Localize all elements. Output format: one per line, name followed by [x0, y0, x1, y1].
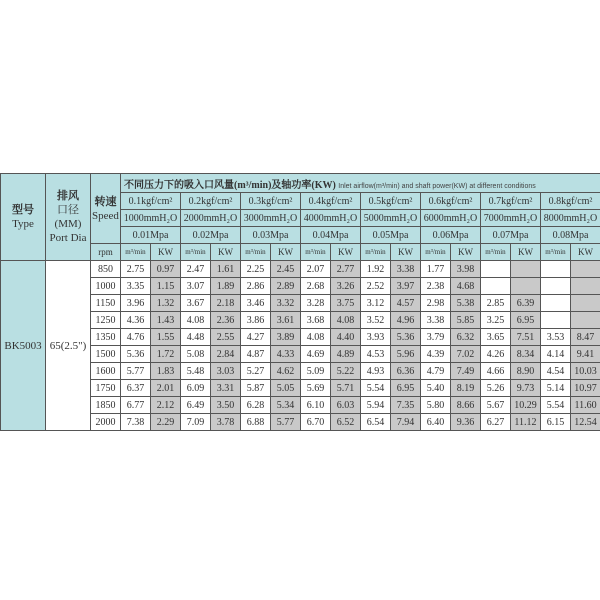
flow-unit-header: m³/min	[241, 244, 271, 261]
flow-cell: 6.54	[361, 414, 391, 431]
flow-cell: 4.53	[361, 346, 391, 363]
flow-cell: 4.76	[121, 329, 151, 346]
power-cell: 3.75	[331, 295, 361, 312]
power-cell: 5.38	[451, 295, 481, 312]
table-row	[1, 278, 600, 295]
condition-mpa: 0.01Mpa	[121, 227, 181, 244]
flow-cell: 6.09	[181, 380, 211, 397]
flow-cell: 4.54	[541, 363, 571, 380]
condition-mmh2o: 8000mmH₂O	[541, 210, 600, 227]
condition-mmh2o: 7000mmH₂O	[481, 210, 541, 227]
power-cell: 2.89	[271, 278, 301, 295]
port-dia-unit: (MM)	[54, 218, 82, 230]
power-cell: 10.03	[571, 363, 600, 380]
power-cell: 1.43	[151, 312, 181, 329]
flow-cell: 4.39	[421, 346, 451, 363]
model-type: BK5003	[1, 261, 46, 431]
power-cell: 8.66	[451, 397, 481, 414]
flow-cell: 4.79	[421, 363, 451, 380]
flow-cell: 2.68	[301, 278, 331, 295]
power-cell: 6.95	[391, 380, 421, 397]
power-cell: 7.94	[391, 414, 421, 431]
flow-cell: 4.48	[181, 329, 211, 346]
flow-cell: 6.40	[421, 414, 451, 431]
flow-cell: 5.36	[121, 346, 151, 363]
condition-kgf: 0.2kgf/cm²	[181, 193, 241, 210]
table-row	[1, 295, 600, 312]
condition-mpa: 0.07Mpa	[481, 227, 541, 244]
flow-cell: 5.14	[541, 380, 571, 397]
rpm-cell: 1000	[91, 278, 121, 295]
power-cell: 6.36	[391, 363, 421, 380]
flow-cell: 5.94	[361, 397, 391, 414]
flow-cell: 3.46	[241, 295, 271, 312]
flow-cell	[481, 278, 511, 295]
flow-cell: 3.38	[421, 312, 451, 329]
power-cell	[571, 295, 600, 312]
model-port-dia: 65(2.5")	[46, 261, 91, 431]
table-row	[1, 397, 600, 414]
rpm-cell: 1500	[91, 346, 121, 363]
flow-cell: 4.08	[181, 312, 211, 329]
power-cell: 2.18	[211, 295, 241, 312]
power-cell: 6.03	[331, 397, 361, 414]
flow-cell	[481, 261, 511, 278]
flow-cell: 5.80	[421, 397, 451, 414]
flow-unit-header: m³/min	[301, 244, 331, 261]
flow-cell: 5.27	[241, 363, 271, 380]
power-cell: 7.02	[451, 346, 481, 363]
power-cell: 3.50	[211, 397, 241, 414]
power-cell: 1.55	[151, 329, 181, 346]
port-dia-cn-2: 口径	[57, 204, 79, 216]
power-cell: 1.15	[151, 278, 181, 295]
flow-cell: 2.38	[421, 278, 451, 295]
flow-cell: 4.36	[121, 312, 151, 329]
power-cell	[571, 261, 600, 278]
power-cell: 4.96	[391, 312, 421, 329]
condition-mpa: 0.08Mpa	[541, 227, 600, 244]
power-cell: 3.97	[391, 278, 421, 295]
flow-cell: 6.28	[241, 397, 271, 414]
type-header-en: Type	[12, 218, 34, 230]
flow-cell: 5.40	[421, 380, 451, 397]
power-cell: 1.83	[151, 363, 181, 380]
rpm-cell: 1600	[91, 363, 121, 380]
rpm-cell: 2000	[91, 414, 121, 431]
power-cell: 7.35	[391, 397, 421, 414]
power-cell: 6.52	[331, 414, 361, 431]
flow-cell: 3.53	[541, 329, 571, 346]
rpm-cell: 1150	[91, 295, 121, 312]
flow-cell: 2.75	[121, 261, 151, 278]
flow-cell: 5.67	[481, 397, 511, 414]
flow-cell: 2.86	[241, 278, 271, 295]
flow-cell: 2.85	[481, 295, 511, 312]
condition-mmh2o: 4000mmH₂O	[301, 210, 361, 227]
flow-cell: 4.66	[481, 363, 511, 380]
power-cell: 8.34	[511, 346, 541, 363]
power-unit-header: KW	[511, 244, 541, 261]
flow-cell: 2.98	[421, 295, 451, 312]
power-cell: 4.40	[331, 329, 361, 346]
flow-cell	[541, 261, 571, 278]
flow-cell: 5.87	[241, 380, 271, 397]
power-cell: 5.71	[331, 380, 361, 397]
rpm-cell: 1250	[91, 312, 121, 329]
power-cell: 3.38	[391, 261, 421, 278]
power-cell: 10.97	[571, 380, 600, 397]
rpm-cell: 1850	[91, 397, 121, 414]
condition-kgf: 0.6kgf/cm²	[421, 193, 481, 210]
power-cell: 2.45	[271, 261, 301, 278]
flow-cell: 3.68	[301, 312, 331, 329]
flow-cell: 3.07	[181, 278, 211, 295]
flow-cell: 7.09	[181, 414, 211, 431]
flow-cell: 7.38	[121, 414, 151, 431]
power-cell: 8.47	[571, 329, 600, 346]
power-cell: 5.05	[271, 380, 301, 397]
power-cell	[511, 278, 541, 295]
flow-cell	[541, 278, 571, 295]
flow-cell: 3.12	[361, 295, 391, 312]
flow-cell: 1.77	[421, 261, 451, 278]
power-cell: 4.08	[331, 312, 361, 329]
type-header-cn: 型号	[12, 204, 34, 216]
power-cell: 2.01	[151, 380, 181, 397]
power-cell: 5.34	[271, 397, 301, 414]
condition-mpa: 0.03Mpa	[241, 227, 301, 244]
condition-mpa: 0.05Mpa	[361, 227, 421, 244]
flow-cell: 5.09	[301, 363, 331, 380]
condition-mpa: 0.04Mpa	[301, 227, 361, 244]
port-dia-en: Port Dia	[49, 232, 87, 244]
power-cell	[511, 261, 541, 278]
flow-cell: 2.47	[181, 261, 211, 278]
flow-cell: 4.93	[361, 363, 391, 380]
rpm-cell: 1350	[91, 329, 121, 346]
power-cell: 3.61	[271, 312, 301, 329]
condition-kgf: 0.5kgf/cm²	[361, 193, 421, 210]
performance-table	[0, 173, 600, 431]
flow-unit-header: m³/min	[121, 244, 151, 261]
flow-cell	[541, 295, 571, 312]
power-cell: 4.89	[331, 346, 361, 363]
power-cell: 3.26	[331, 278, 361, 295]
power-cell: 4.33	[271, 346, 301, 363]
condition-mpa: 0.06Mpa	[421, 227, 481, 244]
power-cell: 2.55	[211, 329, 241, 346]
flow-cell: 3.86	[241, 312, 271, 329]
flow-cell: 3.79	[421, 329, 451, 346]
flow-unit-header: m³/min	[361, 244, 391, 261]
condition-kgf: 0.7kgf/cm²	[481, 193, 541, 210]
speed-header	[91, 174, 121, 244]
type-header	[1, 174, 46, 261]
power-cell: 3.98	[451, 261, 481, 278]
power-cell: 7.51	[511, 329, 541, 346]
flow-cell: 2.25	[241, 261, 271, 278]
power-cell: 12.54	[571, 414, 600, 431]
flow-cell: 6.88	[241, 414, 271, 431]
flow-cell: 3.67	[181, 295, 211, 312]
power-unit-header: KW	[571, 244, 600, 261]
table-row	[1, 329, 600, 346]
power-cell: 0.97	[151, 261, 181, 278]
flow-cell: 4.14	[541, 346, 571, 363]
power-cell: 5.85	[451, 312, 481, 329]
power-cell: 1.61	[211, 261, 241, 278]
flow-cell: 6.49	[181, 397, 211, 414]
flow-cell: 5.26	[481, 380, 511, 397]
flow-cell: 5.77	[121, 363, 151, 380]
power-cell: 4.68	[451, 278, 481, 295]
power-cell: 3.89	[271, 329, 301, 346]
condition-mmh2o: 2000mmH₂O	[181, 210, 241, 227]
flow-cell: 3.25	[481, 312, 511, 329]
power-cell: 8.90	[511, 363, 541, 380]
title-en: Inlet airflow(m³/min) and shaft power(KW) at different conditions	[338, 182, 536, 190]
flow-cell: 6.10	[301, 397, 331, 414]
flow-cell: 3.35	[121, 278, 151, 295]
table-row	[1, 380, 600, 397]
flow-cell: 6.27	[481, 414, 511, 431]
flow-cell: 6.15	[541, 414, 571, 431]
rpm-cell: 850	[91, 261, 121, 278]
speed-en: Speed	[92, 209, 119, 222]
flow-cell: 4.27	[241, 329, 271, 346]
power-cell: 1.32	[151, 295, 181, 312]
port-dia-header	[46, 174, 91, 261]
condition-kgf: 0.1kgf/cm²	[121, 193, 181, 210]
table-row	[1, 312, 600, 329]
condition-kgf: 0.3kgf/cm²	[241, 193, 301, 210]
power-cell: 5.22	[331, 363, 361, 380]
flow-cell: 5.69	[301, 380, 331, 397]
flow-cell: 3.96	[121, 295, 151, 312]
rpm-cell: 1750	[91, 380, 121, 397]
flow-cell: 4.87	[241, 346, 271, 363]
power-cell: 9.73	[511, 380, 541, 397]
power-cell: 11.60	[571, 397, 600, 414]
flow-cell: 5.54	[361, 380, 391, 397]
port-dia-cn-1: 排风	[57, 190, 79, 202]
flow-cell: 6.37	[121, 380, 151, 397]
power-cell: 9.36	[451, 414, 481, 431]
power-unit-header: KW	[271, 244, 301, 261]
power-cell: 2.12	[151, 397, 181, 414]
flow-cell: 4.69	[301, 346, 331, 363]
power-cell: 4.57	[391, 295, 421, 312]
condition-mmh2o: 6000mmH₂O	[421, 210, 481, 227]
flow-cell: 3.52	[361, 312, 391, 329]
power-cell: 4.62	[271, 363, 301, 380]
flow-cell: 1.92	[361, 261, 391, 278]
flow-cell: 6.77	[121, 397, 151, 414]
flow-unit-header: m³/min	[541, 244, 571, 261]
flow-unit-header: m³/min	[421, 244, 451, 261]
condition-kgf: 0.4kgf/cm²	[301, 193, 361, 210]
flow-cell: 3.93	[361, 329, 391, 346]
flow-cell: 5.48	[181, 363, 211, 380]
rpm-unit: rpm	[91, 244, 121, 261]
flow-cell: 2.07	[301, 261, 331, 278]
power-cell: 3.31	[211, 380, 241, 397]
power-unit-header: KW	[451, 244, 481, 261]
power-cell: 8.19	[451, 380, 481, 397]
condition-mpa: 0.02Mpa	[181, 227, 241, 244]
power-cell: 10.29	[511, 397, 541, 414]
flow-cell: 5.54	[541, 397, 571, 414]
power-cell: 3.03	[211, 363, 241, 380]
flow-cell: 4.26	[481, 346, 511, 363]
flow-cell: 6.70	[301, 414, 331, 431]
power-cell: 3.32	[271, 295, 301, 312]
flow-cell: 5.08	[181, 346, 211, 363]
power-cell: 1.72	[151, 346, 181, 363]
flow-cell: 4.08	[301, 329, 331, 346]
power-unit-header: KW	[211, 244, 241, 261]
flow-cell: 3.28	[301, 295, 331, 312]
power-cell: 9.41	[571, 346, 600, 363]
power-unit-header: KW	[151, 244, 181, 261]
title-cn: 不同压力下的吸入口风量(m³/min)及轴功率(KW)	[124, 179, 336, 191]
power-cell: 2.77	[331, 261, 361, 278]
flow-cell	[541, 312, 571, 329]
flow-cell: 2.52	[361, 278, 391, 295]
power-cell: 11.12	[511, 414, 541, 431]
power-cell: 5.96	[391, 346, 421, 363]
table-row	[1, 414, 600, 431]
table-row	[1, 363, 600, 380]
condition-kgf: 0.8kgf/cm²	[541, 193, 600, 210]
table-title	[121, 174, 600, 193]
power-cell: 5.77	[271, 414, 301, 431]
power-cell: 1.89	[211, 278, 241, 295]
power-cell: 3.78	[211, 414, 241, 431]
power-unit-header: KW	[331, 244, 361, 261]
flow-cell: 3.65	[481, 329, 511, 346]
table-row	[1, 346, 600, 363]
flow-unit-header: m³/min	[181, 244, 211, 261]
condition-mmh2o: 5000mmH₂O	[361, 210, 421, 227]
power-cell: 6.32	[451, 329, 481, 346]
speed-cn: 转速	[94, 195, 117, 208]
power-cell: 6.39	[511, 295, 541, 312]
power-cell	[571, 278, 600, 295]
power-cell: 2.84	[211, 346, 241, 363]
condition-mmh2o: 3000mmH₂O	[241, 210, 301, 227]
power-cell: 7.49	[451, 363, 481, 380]
power-cell: 2.36	[211, 312, 241, 329]
condition-mmh2o: 1000mmH₂O	[121, 210, 181, 227]
power-unit-header: KW	[391, 244, 421, 261]
power-cell: 2.29	[151, 414, 181, 431]
power-cell: 5.36	[391, 329, 421, 346]
table-row	[1, 261, 600, 278]
power-cell	[571, 312, 600, 329]
power-cell: 6.95	[511, 312, 541, 329]
flow-unit-header: m³/min	[481, 244, 511, 261]
